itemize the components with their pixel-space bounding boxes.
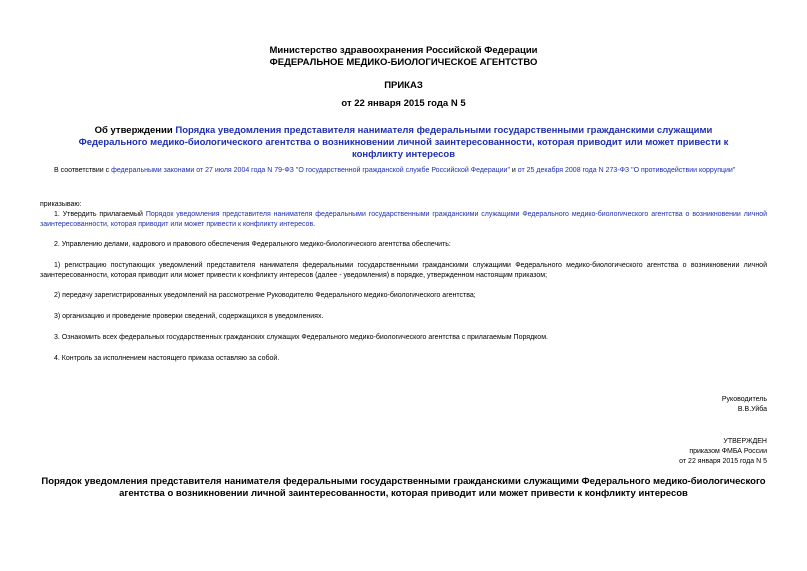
signature-block [722,395,767,415]
signature-position: Руководитель [721,396,767,403]
item-1-link[interactable]: Порядок уведомления представителя нанимателя федеральными государственными гражданскими служащими Федерального медико-биологического агентства о возникновении личной заинтересованности, которая приводит или может привести к конфликту интересов [40,211,768,228]
approval-line-3: от 22 января 2015 года N 5 [679,458,767,465]
preamble-prefix: В соответствии с [54,167,112,174]
approval-line-1: УТВЕРЖДЕН [723,438,767,445]
document-title [70,125,737,161]
item-2-3: 3) организацию и проведение проверки сведений, содержащихся в уведомлениях. [54,313,324,320]
item-2-1: 1) регистрацию поступающих уведомлений представителя нанимателя федеральными государственными гражданскими служащими Федерального медико-биологического агентства о возникновении личной заинтересованности, которая приводит или может привести к конфликту интересов (далее - уведомления) в порядке, утвержденном настоящим приказом; [40,262,767,279]
document-header [0,45,807,69]
document-date: от 22 января 2015 года N 5 [341,98,466,109]
item-1 [40,210,767,230]
item-1-suffix: . [313,221,316,228]
item-1-prefix: 1. Утвердить прилагаемый [54,211,146,218]
appendix-title: Порядок уведомления представителя нанимателя федеральными государственными гражданскими служащими Федерального медико-биологического агентства о возникновении личной заинтересованности, которая приводит или может привести к конфликту интересов [41,476,766,499]
approval-line-2: приказом ФМБА России [689,448,767,455]
signature-name: В.В.Уйба [737,406,767,413]
title-prefix: Об утверждении [94,125,176,136]
preamble-link-273fz[interactable]: от 25 декабря 2008 года N 273-ФЗ "О противодействии коррупции" [517,167,736,174]
item-4: 4. Контроль за исполнением настоящего приказа оставляю за собой. [54,355,280,362]
item-2: 2. Управлению делами, кадрового и правового обеспечения Федерального медико-биологического агентства обеспечить: [54,241,451,248]
ministry-name: Министерство здравоохранения Российской Федерации [269,45,538,56]
preamble [40,166,767,176]
order-word: приказываю: [40,201,82,208]
preamble-mid: и [509,167,518,174]
item-3: 3. Ознакомить всех федеральных государственных гражданских служащих Федерального медико-биологического агентства с прилагаемым Порядком. [54,334,548,341]
preamble-link-79fz[interactable]: федеральными законами от 27 июля 2004 года N 79-ФЗ "О государственной гражданской службе Российской Федерации" [111,167,510,174]
title-link[interactable]: Порядка уведомления представителя нанимателя федеральными государственными гражданскими служащими Федерального медико-биологического агентства о возникновении личной заинтересованности, которая приводит или может привести к конфликту интересов [78,125,729,160]
document-type: ПРИКАЗ [384,80,423,91]
approval-block [679,437,767,467]
agency-name: ФЕДЕРАЛЬНОЕ МЕДИКО-БИОЛОГИЧЕСКОЕ АГЕНТСТВО [269,57,538,68]
item-2-2: 2) передачу зарегистрированных уведомлений на рассмотрение Руководителю Федерального медико-биологического агентства; [54,292,476,299]
